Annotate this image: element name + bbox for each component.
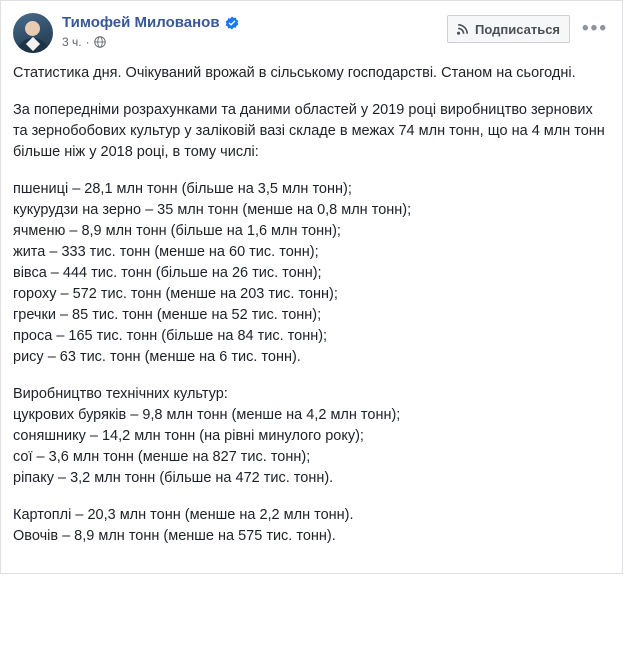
verified-badge-icon [225,16,239,30]
technical-crops-section [13,384,610,489]
list-item: ячменю – 8,9 млн тонн (більше на 1,6 млн тонн); [13,223,341,239]
post-summary-paragraph: За попередніми розрахунками та даними областей у 2019 році виробництво зернових та зернобобових культур у заліковій вазі складе в межах 74 млн тонн, що на 4 млн тонн більше ніж у 2018 році, в тому числі: [13,102,605,160]
list-item: кукурудзи на зерно – 35 млн тонн (менше на 0,8 млн тонн); [13,202,412,218]
avatar-face-shape [25,21,40,36]
post-author-block [62,13,447,49]
post-header [1,1,622,59]
rss-icon [457,23,469,35]
follow-button-label: Подписаться [475,21,561,37]
list-item: Картоплі – 20,3 млн тонн (менше на 2,2 млн тонн). [13,507,354,523]
follow-button[interactable] [447,15,570,43]
technical-crops-header: Виробництво технічних культур: [13,386,228,402]
author-name[interactable]: Тимофей Милованов [62,14,220,31]
post-body [1,59,622,573]
list-item: соняшнику – 14,2 млн тонн (на рівні минулого року); [13,428,364,444]
list-item: цукрових буряків – 9,8 млн тонн (менше на 4,2 млн тонн); [13,407,401,423]
list-item: Овочів – 8,9 млн тонн (менше на 575 тис. тонн). [13,528,336,544]
post-more-options-button[interactable]: ••• [582,18,608,39]
list-item: вівса – 444 тис. тонн (більше на 26 тис. тонн); [13,265,322,281]
list-item: пшениці – 28,1 млн тонн (більше на 3,5 млн тонн); [13,181,352,197]
list-item: гороху – 572 тис. тонн (менше на 203 тис. тонн); [13,286,338,302]
grain-list [13,179,610,368]
other-crops-section [13,505,610,547]
list-item: сої – 3,6 млн тонн (менше на 827 тис. тонн); [13,449,311,465]
post-timestamp[interactable]: 3 ч. [62,35,82,49]
post-meta-row [62,35,447,49]
list-item: жита – 333 тис. тонн (менше на 60 тис. тонн); [13,244,319,260]
avatar[interactable] [13,13,53,53]
meta-separator: · [85,35,90,49]
post-intro-paragraph: Статистика дня. Очікуваний врожай в сільському господарстві. Станом на сьогодні. [13,65,576,81]
post-header-actions [447,13,610,43]
author-name-row [62,14,447,32]
list-item: проса – 165 тис. тонн (більше на 84 тис. тонн); [13,328,328,344]
list-item: гречки – 85 тис. тонн (менше на 52 тис. тонн); [13,307,322,323]
list-item: ріпаку – 3,2 млн тонн (більше на 472 тис. тонн). [13,470,334,486]
globe-icon[interactable] [94,36,106,48]
list-item: рису – 63 тис. тонн (менше на 6 тис. тонн). [13,349,301,365]
